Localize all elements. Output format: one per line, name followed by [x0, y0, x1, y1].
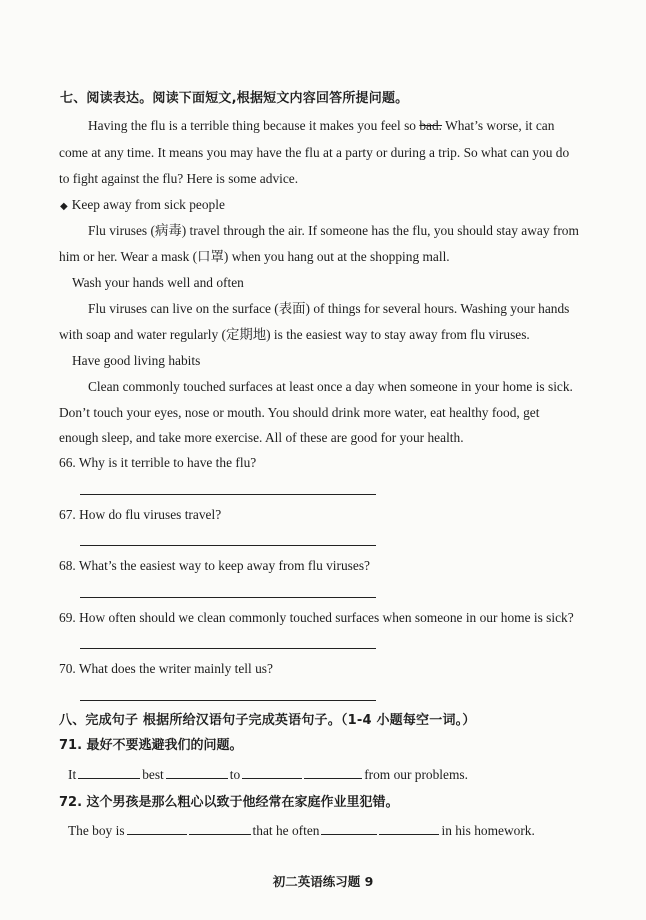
sentence-word: that he often [252, 823, 320, 838]
tip1-title: Keep away from sick people [71, 197, 225, 212]
sentence-word: It [68, 767, 77, 782]
question-71-chinese: 71. 最好不要逃避我们的问题。 [59, 738, 243, 753]
passage-p4-line3: enough sleep, and take more exercise. All of these are good for your health. [59, 430, 464, 445]
section8-heading: 八、完成句子 根据所给汉语句子完成英语句子。（1-4 小题每空一词。） [59, 713, 476, 728]
answer-line-68[interactable] [80, 597, 376, 598]
tip2-title: Wash your hands well and often [72, 275, 244, 290]
tip3-title: Have good living habits [72, 353, 201, 368]
passage-p1-line2: come at any time. It means you may have the flu at a party or during a trip. So what can you do [59, 145, 570, 160]
tip1 [60, 197, 225, 215]
passage-p4-line1: Clean commonly touched surfaces at least once a day when someone in your home is sick. [88, 379, 573, 394]
passage-p2-line1: Flu viruses (病毒) travel through the air. If someone has the flu, you should stay away from [88, 223, 579, 238]
passage-text: What’s worse, it can [442, 118, 555, 133]
blank-72-4[interactable] [379, 822, 439, 835]
answer-line-66[interactable] [80, 494, 376, 495]
question-72-sentence [68, 822, 535, 839]
passage-p1-line1 [88, 118, 554, 134]
question-68: 68. What’s the easiest way to keep away from flu viruses? [59, 558, 370, 573]
question-71-sentence [68, 766, 468, 783]
answer-line-69[interactable] [80, 648, 376, 649]
question-66: 66. Why is it terrible to have the flu? [59, 455, 257, 470]
passage-p3-line1: Flu viruses can live on the surface (表面) of things for several hours. Washing your hands [88, 301, 570, 316]
struck-word: bad. [419, 118, 443, 133]
sentence-word: The boy is [68, 823, 125, 838]
blank-71-1[interactable] [78, 766, 140, 779]
passage-p3-line2: with soap and water regularly (定期地) is the easiest way to stay away from flu viruses. [59, 327, 530, 342]
sentence-word: in his homework. [441, 823, 535, 838]
passage-text: Having the flu is a terrible thing because it makes you feel so [88, 118, 420, 133]
sentence-word: from our problems. [364, 767, 468, 782]
page-footer: 初二英语练习题 9 [272, 874, 374, 889]
diamond-bullet-icon: ◆ [60, 201, 68, 212]
sentence-word: best [142, 767, 164, 782]
answer-line-70[interactable] [80, 700, 376, 701]
passage-p2-line2: him or her. Wear a mask (口罩) when you hang out at the shopping mall. [59, 249, 450, 264]
blank-71-4[interactable] [304, 766, 362, 779]
passage-p4-line2: Don’t touch your eyes, nose or mouth. You should drink more water, eat healthy food, get [59, 405, 540, 420]
blank-72-2[interactable] [189, 822, 251, 835]
blank-72-1[interactable] [127, 822, 187, 835]
question-67: 67. How do flu viruses travel? [59, 507, 222, 522]
question-70: 70. What does the writer mainly tell us? [59, 661, 273, 676]
passage-p1-line3: to fight against the flu? Here is some advice. [59, 171, 299, 186]
blank-72-3[interactable] [321, 822, 377, 835]
question-69: 69. How often should we clean commonly touched surfaces when someone in our home is sick? [59, 610, 574, 625]
section7-heading: 七、阅读表达。阅读下面短文,根据短文内容回答所提问题。 [60, 91, 409, 106]
question-72-chinese: 72. 这个男孩是那么粗心以致于他经常在家庭作业里犯错。 [59, 795, 399, 810]
sentence-word: to [229, 767, 241, 782]
blank-71-3[interactable] [242, 766, 302, 779]
blank-71-2[interactable] [166, 766, 228, 779]
answer-line-67[interactable] [80, 545, 376, 546]
